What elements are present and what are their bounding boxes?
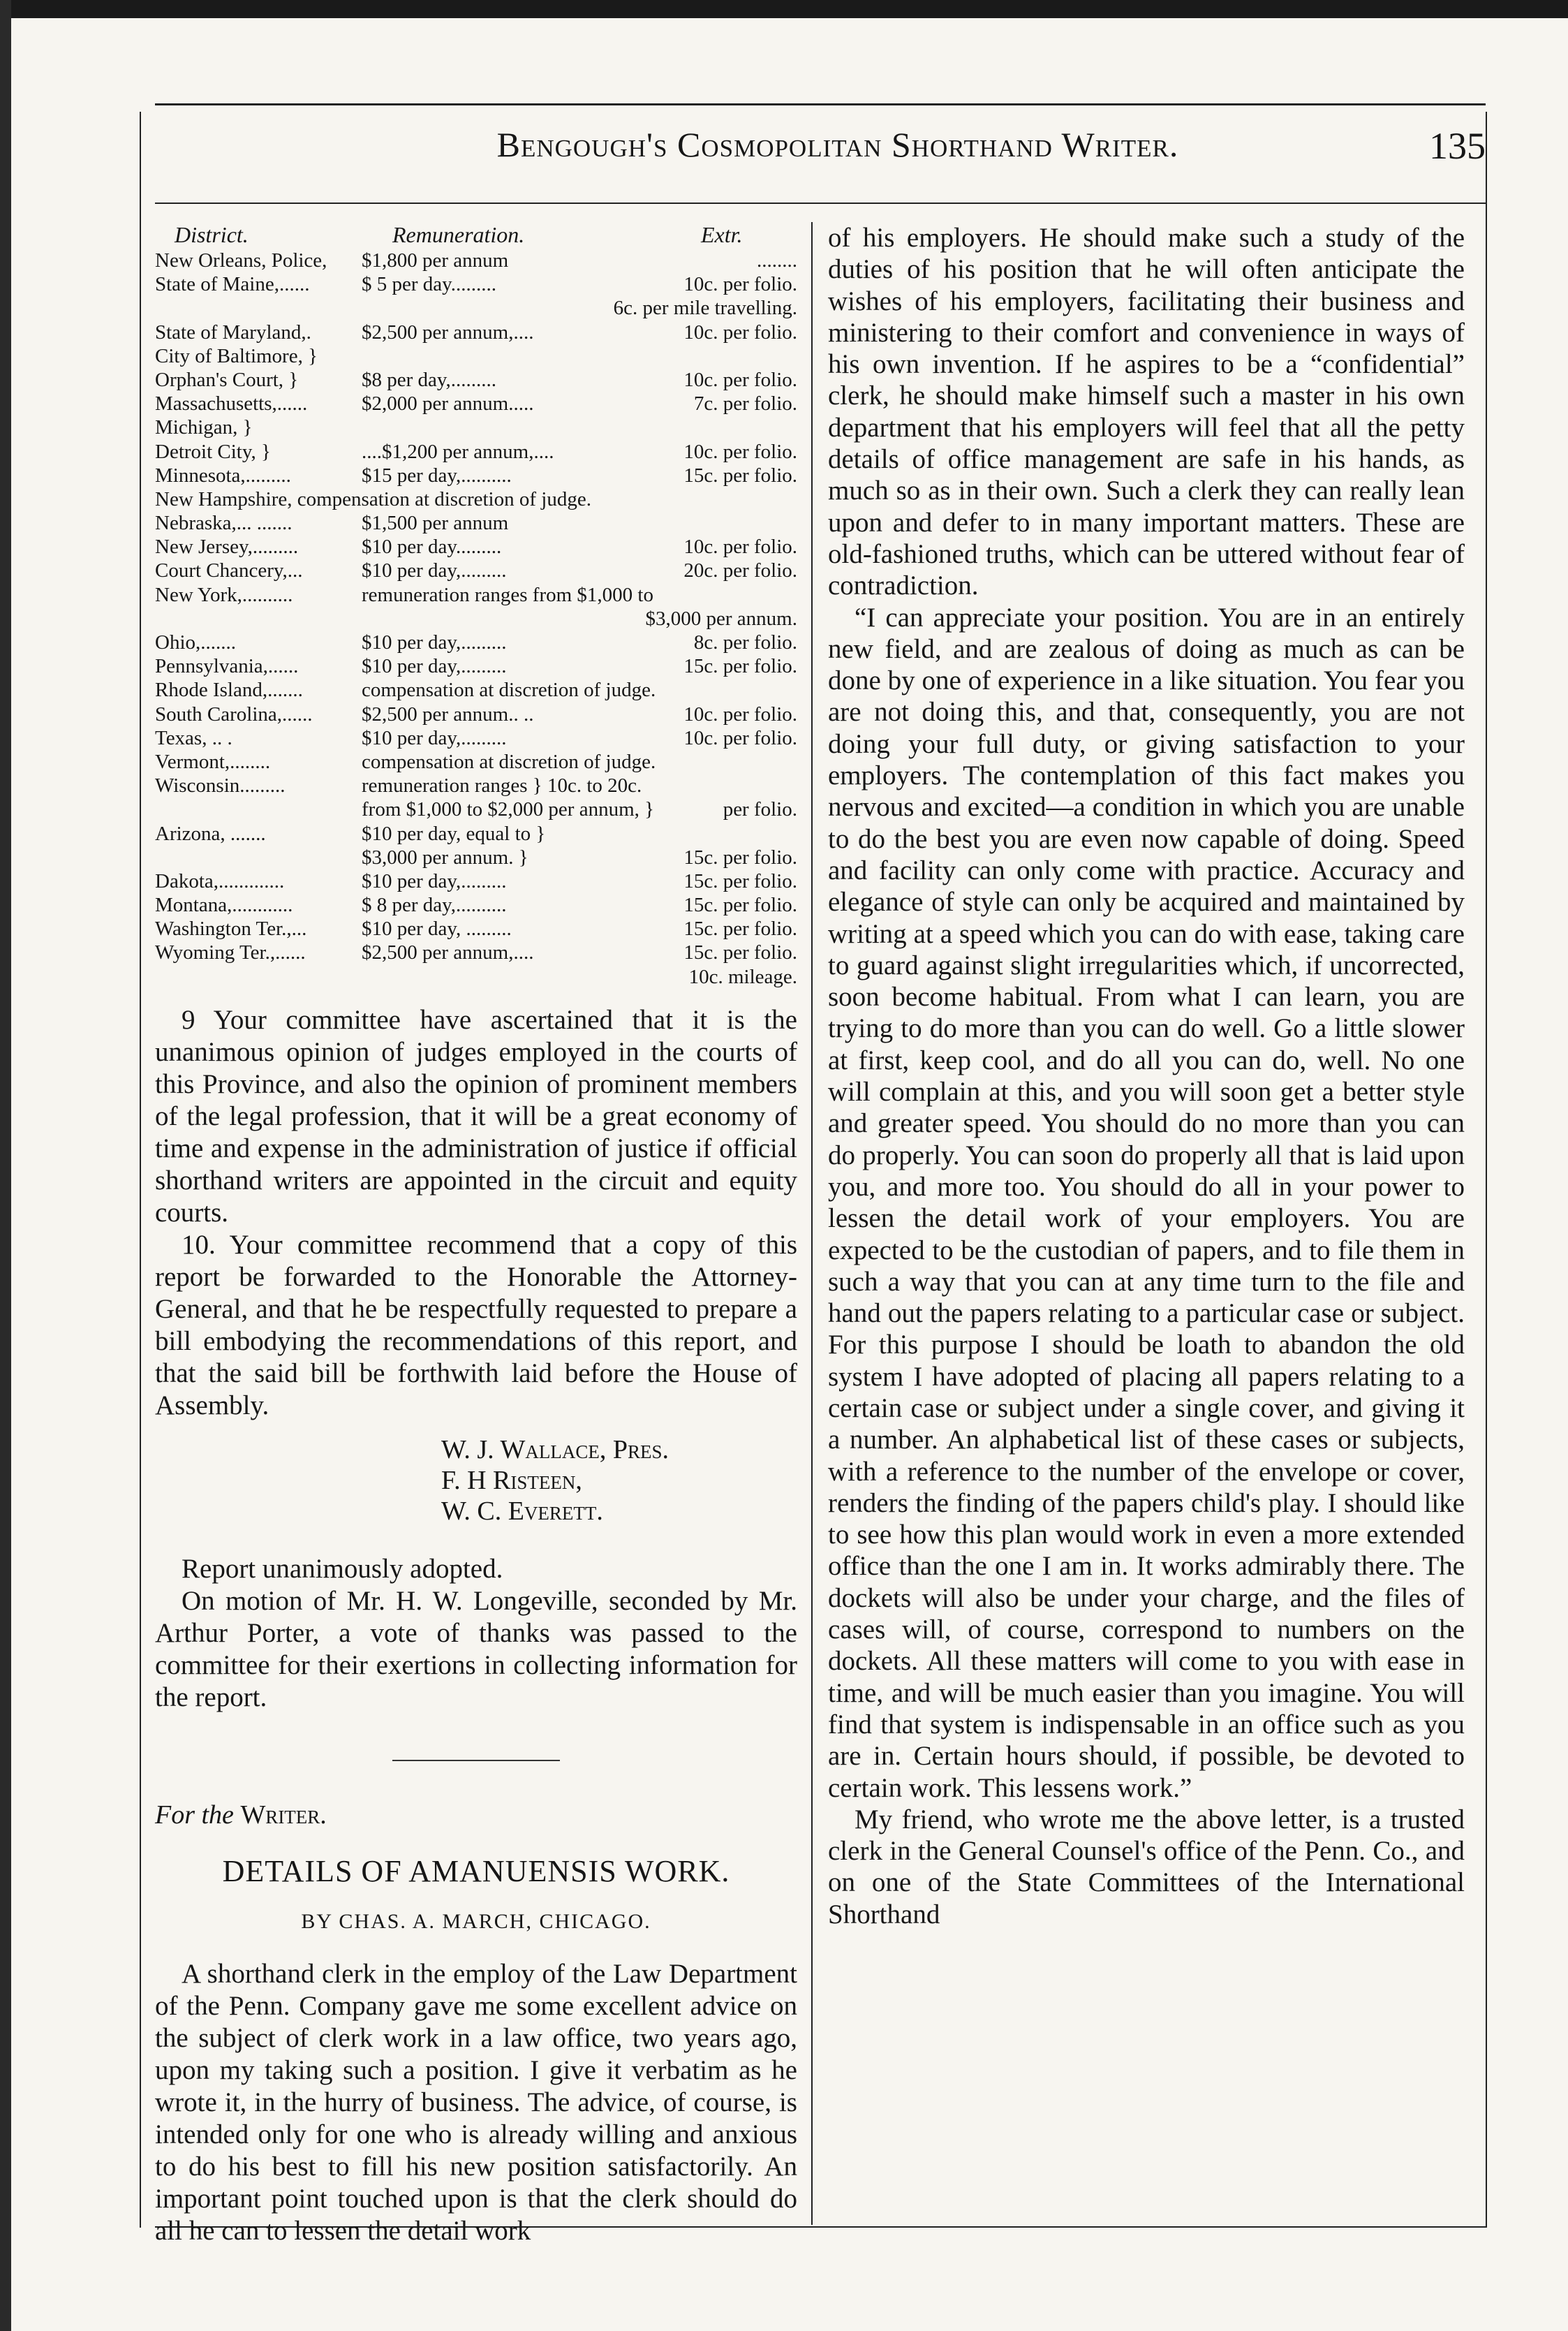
- extra-cell: 10c. per folio.: [683, 726, 797, 749]
- table-row: [155, 774, 797, 797]
- extra-cell: 10c. per folio.: [683, 703, 797, 726]
- extra-cell: 15c. per folio.: [683, 655, 797, 678]
- frame-right-rule: [1486, 112, 1487, 2228]
- district-cell: New Hampshire, compensation at discretion of judge.: [155, 487, 591, 510]
- district-cell: Detroit City, }: [155, 440, 271, 463]
- table-row: [155, 487, 797, 511]
- quoted-letter: “I can appreciate your position. You are in an entirely new field, and are zealous of doing as much as can be done by one of experience in a like situation. You fear you are not doing this, and that, consequently, you are not doing your full duty, or giving satisfaction to your employers. The contemplation of this fact makes you nervous and excited—a condition in which you are unable to do the best you are even now capable of doing. Speed and facility can only come with practice. Accuracy and elegance of style can only be acquired and maintained by writing at a speed which you can do with ease, taking care to guard against slight irregularities which, if uncorrected, soon become habitual. From what I can learn, you are trying to do more than you can do well. Go a little slower at first, keep cool, and do all you can do, well. No one will complain at this, and you will soon get a better style and greater speed. You should do no more than you can do properly. You can soon do properly all that is laid upon you, and more too. You should do all in your power to lessen the detail work of your employers. You are expected to be the custodian of papers, and to file them in such a way that you can at any time turn to the file and hand out the papers relating to a particular case or subject. For this purpose I should be loath to abandon the old system I have adopted of placing all papers relating to a certain case or subject under a single cover, and giving it a number. An alphabetical list of these cases or subjects, with a reference to the number of the envelope or cover, renders the finding of the papers child's play. I should like to see how this plan would work in even a more extended office than the one I am in. It works admirably there. The dockets will also be under your charge, and the files of cases will, of course, correspond to numbers on the dockets. All these matters will come to you with ease in time, and will be much easier than you imagine. You will find that system is indispensable in an office such as you are in. Certain hours should, if possible, be devoted to certain work. This lessens work.”: [828, 602, 1465, 1803]
- extra-cell: 10c. per folio.: [683, 273, 797, 296]
- table-row: [155, 893, 797, 917]
- extra-cell: 15c. per folio.: [683, 941, 797, 964]
- table-row: [155, 249, 797, 272]
- section-separator: [392, 1760, 560, 1761]
- remuneration-cell: compensation at discretion of judge.: [362, 750, 656, 773]
- remuneration-cell: $2,000 per annum.....: [362, 392, 534, 416]
- table-row: [155, 822, 797, 846]
- table-row: [155, 559, 797, 582]
- remuneration-cell: $10 per day,.........: [362, 559, 507, 582]
- district-cell: City of Baltimore, }: [155, 344, 318, 367]
- table-row: [155, 965, 797, 989]
- district-cell: Dakota,.............: [155, 869, 285, 892]
- frame-left-rule: [140, 112, 141, 2228]
- table-row: [155, 272, 797, 296]
- heading-district: District.: [175, 222, 249, 247]
- table-row: [155, 678, 797, 702]
- table-row: [155, 511, 797, 535]
- table-row: [155, 440, 797, 464]
- table-row: [155, 726, 797, 750]
- remuneration-cell: remuneration ranges from $1,000 to: [362, 583, 653, 606]
- article-continued: of his employers. He should make such a study of the duties of his position that he will often anticipate the wishes of his employers, facilitating their business and ministering to their comfort and convenience in ways of his own invention. If he aspires to be a “confidential” clerk, he should make himself such a master in his own department that his employers will feel that all the petty details of office management are safe in his hands, as much so as in their own. Such a clerk they can really lean upon and defer to in many important matters. These are old-fashioned truths, which can be uttered without fear of contradiction.: [828, 223, 1465, 601]
- table-row: [155, 321, 797, 344]
- table-row: [155, 296, 797, 320]
- district-cell: New Orleans, Police,: [155, 249, 327, 272]
- district-cell: Wyoming Ter.,......: [155, 941, 306, 964]
- district-cell: Nebraska,... .......: [155, 512, 293, 535]
- table-row: [155, 846, 797, 869]
- extra-cell: 6c. per mile travelling.: [613, 297, 797, 320]
- header-rule-bottom: [155, 203, 1486, 204]
- remuneration-cell: $2,500 per annum,....: [362, 941, 534, 964]
- signature-risteen: F. H Risteen,: [441, 1465, 582, 1495]
- district-cell: Wisconsin.........: [155, 774, 286, 797]
- table-row: [155, 869, 797, 893]
- article-intro: A shorthand clerk in the employ of the Law Department of the Penn. Company gave me some excellent advice on the subject of clerk work in a law office, two years ago, upon my taking such a position. I give it verbatim as he wrote it, in the hurry of business. The advice, of course, is intended only for one who is already willing and anxious to do his best to fill his new position satisfactorily. An important point touched upon is that the clerk should do all he can to lessen the detail work: [155, 1958, 797, 2246]
- district-cell: State of Maryland,.: [155, 321, 311, 344]
- signature-everett: W. C. Everett.: [441, 1496, 603, 1526]
- extra-cell: 10c. mileage.: [688, 965, 797, 988]
- extra-cell: 15c. per folio.: [683, 846, 797, 869]
- motion-of-thanks: On motion of Mr. H. W. Longeville, seconded by Mr. Arthur Porter, a vote of thanks was passed to the committee for their exertions in collecting information for the report.: [155, 1585, 797, 1712]
- district-cell: South Carolina,......: [155, 703, 313, 726]
- remuneration-cell: $8 per day,.........: [362, 368, 497, 391]
- remuneration-cell: $ 8 per day,..........: [362, 894, 507, 917]
- extra-cell: 8c. per folio.: [693, 631, 797, 654]
- extra-cell: 7c. per folio.: [693, 392, 797, 416]
- extra-cell: 20c. per folio.: [683, 559, 797, 582]
- extra-cell: 10c. per folio.: [683, 368, 797, 391]
- district-cell: Pennsylvania,......: [155, 655, 299, 678]
- extra-cell: 10c. per folio.: [683, 321, 797, 344]
- district-cell: Minnesota,.........: [155, 464, 291, 487]
- kicker-for-the: For the: [155, 1800, 234, 1830]
- remuneration-cell: $10 per day,.........: [362, 726, 507, 749]
- report-adopted: Report unanimously adopted.: [182, 1553, 503, 1584]
- table-row: [155, 631, 797, 654]
- article-title: DETAILS OF AMANUENSIS WORK.: [222, 1853, 730, 1888]
- right-column: [828, 222, 1465, 1930]
- remuneration-cell: $10 per day,.........: [362, 655, 507, 678]
- remuneration-cell: $10 per day, .........: [362, 918, 512, 941]
- remuneration-cell: remuneration ranges } 10c. to 20c.: [362, 774, 642, 797]
- running-header-title: Bengough's Cosmopolitan Shorthand Writer.: [496, 125, 1179, 164]
- table-row: [155, 583, 797, 607]
- table-row: [155, 797, 797, 821]
- district-cell: State of Maine,......: [155, 273, 310, 296]
- extra-cell: $3,000 per annum.: [645, 607, 797, 630]
- table-row: [155, 416, 797, 439]
- closing-paragraph: My friend, who wrote me the above letter, is a trusted clerk in the General Counsel's office of the Penn. Co., and on one of the State Committees of the International Shorthand: [828, 1804, 1465, 1929]
- extra-cell: per folio.: [723, 798, 797, 821]
- extra-cell: 10c. per folio.: [683, 440, 797, 463]
- district-cell: Vermont,........: [155, 750, 271, 773]
- remuneration-cell: $10 per day,.........: [362, 631, 507, 654]
- table-row: [155, 344, 797, 368]
- scan-top-edge: [0, 0, 1568, 18]
- page-number: 135: [1429, 125, 1486, 167]
- remuneration-cell: $10 per day, equal to }: [362, 822, 546, 845]
- district-cell: Massachusetts,......: [155, 392, 308, 416]
- heading-extra: Extr.: [701, 222, 743, 247]
- column-divider: [811, 222, 813, 2225]
- table-row: [155, 464, 797, 487]
- district-cell: Orphan's Court, }: [155, 368, 299, 391]
- article-byline: BY CHAS. A. MARCH, CHICAGO.: [301, 1909, 651, 1933]
- district-cell: Montana,............: [155, 894, 293, 917]
- table-row: [155, 392, 797, 416]
- table-row: [155, 654, 797, 678]
- district-cell: Ohio,.......: [155, 631, 236, 654]
- table-row: [155, 703, 797, 726]
- extra-cell: 15c. per folio.: [683, 869, 797, 892]
- table-row: [155, 750, 797, 774]
- extra-cell: 10c. per folio.: [683, 536, 797, 559]
- district-cell: Michigan, }: [155, 416, 253, 439]
- remuneration-cell: from $1,000 to $2,000 per annum, }: [362, 798, 655, 821]
- scan-binding-edge: [0, 0, 11, 2331]
- extra-cell: 15c. per folio.: [683, 464, 797, 487]
- header-rule-top: [155, 103, 1486, 105]
- extra-cell: 15c. per folio.: [683, 918, 797, 941]
- remuneration-cell: $1,800 per annum: [362, 249, 509, 272]
- paragraph-9: 9 Your committee have ascertained that it is the unanimous opinion of judges employed in the courts of this Province, and also the opinion of prominent members of the legal profession, that it will be a great economy of time and expense in the administration of justice if official shorthand writers are appointed in the circuit and equity courts.: [155, 1004, 797, 1228]
- district-cell: Texas, .. .: [155, 726, 232, 749]
- table-row: [155, 941, 797, 964]
- signature-wallace: W. J. Wallace, Pres.: [441, 1434, 669, 1464]
- district-cell: Rhode Island,.......: [155, 679, 303, 702]
- section-kicker: [155, 1797, 797, 1832]
- district-cell: New York,..........: [155, 583, 293, 606]
- remuneration-cell: compensation at discretion of judge.: [362, 679, 656, 702]
- remuneration-cell: $2,500 per annum.. ..: [362, 703, 534, 726]
- table-headings: [155, 222, 797, 249]
- district-cell: New Jersey,.........: [155, 536, 299, 559]
- extra-cell: ........: [757, 249, 797, 272]
- remuneration-cell: ....$1,200 per annum,....: [362, 440, 554, 463]
- remuneration-cell: $10 per day,.........: [362, 869, 507, 892]
- remuneration-cell: $2,500 per annum,....: [362, 321, 534, 344]
- remuneration-cell: $3,000 per annum. }: [362, 846, 528, 869]
- table-row: [155, 535, 797, 559]
- kicker-writer: Writer.: [240, 1800, 327, 1830]
- left-column: [155, 222, 797, 2247]
- table-row: [155, 917, 797, 941]
- district-cell: Arizona, .......: [155, 822, 266, 845]
- district-cell: Washington Ter.,...: [155, 918, 307, 941]
- remuneration-cell: $ 5 per day.........: [362, 273, 497, 296]
- remuneration-cell: $1,500 per annum: [362, 512, 509, 535]
- remuneration-table: [155, 249, 797, 989]
- table-row: [155, 368, 797, 392]
- remuneration-cell: $10 per day.........: [362, 536, 502, 559]
- table-row: [155, 607, 797, 631]
- extra-cell: 15c. per folio.: [683, 894, 797, 917]
- district-cell: Court Chancery,...: [155, 559, 303, 582]
- heading-remuneration: Remuneration.: [392, 222, 525, 247]
- remuneration-cell: $15 per day,..........: [362, 464, 512, 487]
- paragraph-10: 10. Your committee recommend that a copy of this report be forwarded to the Honorable the Attorney-General, and that he be respectfully requested to prepare a bill embodying the recommendations of this report, and that the said bill be forthwith laid before the House of Assembly.: [155, 1229, 797, 1420]
